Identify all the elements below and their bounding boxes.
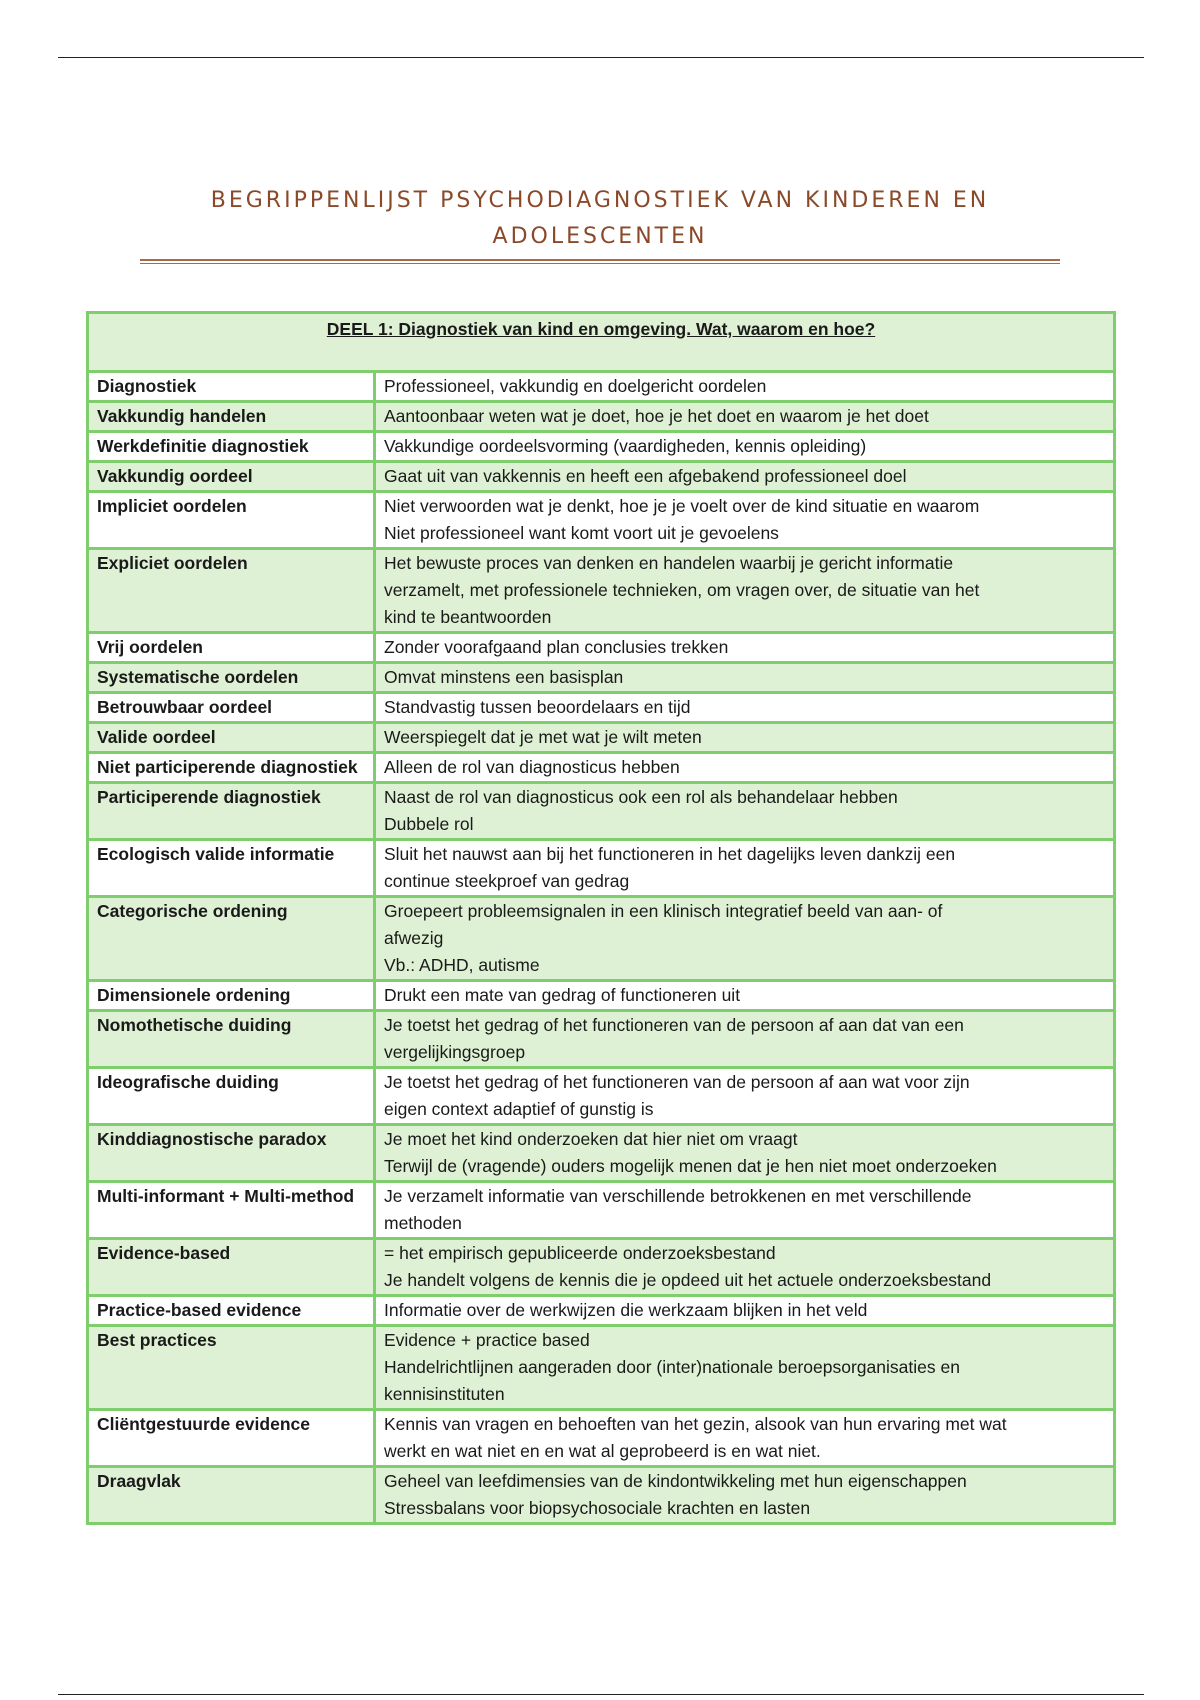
definition-line: kind te beantwoorden	[384, 607, 552, 627]
table-row	[88, 1125, 1115, 1182]
definition-line: Je toetst het gedrag of het functioneren van de persoon af aan wat voor zijn	[384, 1072, 970, 1092]
definition-cell	[375, 1182, 1115, 1239]
definition-line: werkt en wat niet en en wat al geprobeerd is en wat niet.	[384, 1441, 821, 1461]
definition-line: Evidence + practice based	[384, 1330, 590, 1350]
title-line-2: ADOLESCENTEN	[492, 224, 708, 249]
top-rule	[58, 57, 1144, 58]
title-line-1: BEGRIPPENLIJST PSYCHODIAGNOSTIEK VAN KINDEREN EN	[210, 188, 990, 213]
definition-line: Handelrichtlijnen aangeraden door (inter)nationale beroepsorganisaties en	[384, 1357, 960, 1377]
definition-line: Sluit het nauwst aan bij het functioneren in het dagelijks leven dankzij een	[384, 844, 956, 864]
term-cell: Kinddiagnostische paradox	[88, 1125, 375, 1182]
definition-line: Groepeert probleemsignalen in een klinisch integratief beeld van aan- of	[384, 901, 943, 921]
term-cell: Evidence-based	[88, 1239, 375, 1296]
definition-cell	[375, 753, 1115, 783]
table-row	[88, 1467, 1115, 1524]
definition-line: Alleen de rol van diagnosticus hebben	[384, 757, 680, 777]
term-cell: Betrouwbaar oordeel	[88, 693, 375, 723]
definition-line: Weerspiegelt dat je met wat je wilt meten	[384, 727, 702, 747]
definition-cell	[375, 1068, 1115, 1125]
term-cell: Draagvlak	[88, 1467, 375, 1524]
table-row	[88, 981, 1115, 1011]
term-cell: Ideografische duiding	[88, 1068, 375, 1125]
term-cell: Vakkundig handelen	[88, 402, 375, 432]
page-title	[140, 183, 1060, 255]
definition-cell	[375, 402, 1115, 432]
definition-line: Informatie over de werkwijzen die werkzaam blijken in het veld	[384, 1300, 868, 1320]
section-header	[88, 313, 1115, 372]
definition-cell	[375, 372, 1115, 402]
table-row	[88, 663, 1115, 693]
definition-line: continue steekproef van gedrag	[384, 871, 630, 891]
table-row	[88, 462, 1115, 492]
definition-line: verzamelt, met professionele technieken, om vragen over, de situatie van het	[384, 580, 980, 600]
term-cell: Systematische oordelen	[88, 663, 375, 693]
table-row	[88, 492, 1115, 549]
title-underline	[140, 259, 1060, 264]
term-cell: Vrij oordelen	[88, 633, 375, 663]
definition-cell	[375, 897, 1115, 981]
table-row	[88, 840, 1115, 897]
definition-cell	[375, 1125, 1115, 1182]
term-cell: Vakkundig oordeel	[88, 462, 375, 492]
definition-cell	[375, 981, 1115, 1011]
glossary-body	[88, 372, 1115, 1524]
term-cell: Ecologisch valide informatie	[88, 840, 375, 897]
definition-line: Vakkundige oordeelsvorming (vaardigheden, kennis opleiding)	[384, 436, 867, 456]
table-row	[88, 1182, 1115, 1239]
term-cell: Valide oordeel	[88, 723, 375, 753]
term-cell: Multi-informant + Multi-method	[88, 1182, 375, 1239]
table-row	[88, 633, 1115, 663]
definition-line: Zonder voorafgaand plan conclusies trekken	[384, 637, 729, 657]
definition-line: Professioneel, vakkundig en doelgericht oordelen	[384, 376, 767, 396]
definition-line: = het empirisch gepubliceerde onderzoeksbestand	[384, 1243, 776, 1263]
definition-line: Standvastig tussen beoordelaars en tijd	[384, 697, 691, 717]
definition-cell	[375, 840, 1115, 897]
definition-line: Omvat minstens een basisplan	[384, 667, 624, 687]
definition-line: Drukt een mate van gedrag of functioneren uit	[384, 985, 741, 1005]
definition-line: Geheel van leefdimensies van de kindontwikkeling met hun eigenschappen	[384, 1471, 967, 1491]
definition-cell	[375, 1011, 1115, 1068]
table-row	[88, 1410, 1115, 1467]
term-cell: Werkdefinitie diagnostiek	[88, 432, 375, 462]
term-cell: Impliciet oordelen	[88, 492, 375, 549]
definition-line: afwezig	[384, 928, 444, 948]
table-row	[88, 897, 1115, 981]
definition-line: Je handelt volgens de kennis die je opdeed uit het actuele onderzoeksbestand	[384, 1270, 992, 1290]
bottom-rule	[58, 1694, 1144, 1695]
definition-cell	[375, 432, 1115, 462]
term-cell: Nomothetische duiding	[88, 1011, 375, 1068]
definition-cell	[375, 1467, 1115, 1524]
definition-line: Je moet het kind onderzoeken dat hier niet om vraagt	[384, 1129, 798, 1149]
definition-line: Vb.: ADHD, autisme	[384, 955, 540, 975]
definition-line: Kennis van vragen en behoeften van het gezin, alsook van hun ervaring met wat	[384, 1414, 1007, 1434]
table-row	[88, 723, 1115, 753]
section-header-label: DEEL 1: Diagnostiek van kind en omgeving. Wat, waarom en hoe?	[326, 319, 876, 339]
definition-line: Dubbele rol	[384, 814, 474, 834]
definition-line: Aantoonbaar weten wat je doet, hoe je het doet en waarom je het doet	[384, 406, 929, 426]
term-cell: Cliëntgestuurde evidence	[88, 1410, 375, 1467]
definition-line: Niet professioneel want komt voort uit je gevoelens	[384, 523, 779, 543]
definition-line: vergelijkingsgroep	[384, 1042, 526, 1062]
term-cell: Best practices	[88, 1326, 375, 1410]
definition-cell	[375, 492, 1115, 549]
definition-line: Stressbalans voor biopsychosociale krachten en lasten	[384, 1498, 811, 1518]
table-row	[88, 1011, 1115, 1068]
term-cell: Diagnostiek	[88, 372, 375, 402]
definition-cell	[375, 663, 1115, 693]
table-row	[88, 1296, 1115, 1326]
definition-line: Naast de rol van diagnosticus ook een rol als behandelaar hebben	[384, 787, 898, 807]
table-row	[88, 1326, 1115, 1410]
definition-cell	[375, 1296, 1115, 1326]
term-cell: Categorische ordening	[88, 897, 375, 981]
glossary-table	[86, 311, 1116, 1525]
definition-line: Je toetst het gedrag of het functioneren van de persoon af aan dat van een	[384, 1015, 964, 1035]
definition-line: kennisinstituten	[384, 1384, 505, 1404]
term-cell: Expliciet oordelen	[88, 549, 375, 633]
definition-cell	[375, 462, 1115, 492]
table-row	[88, 1068, 1115, 1125]
definition-cell	[375, 783, 1115, 840]
definition-line: methoden	[384, 1213, 462, 1233]
term-cell: Participerende diagnostiek	[88, 783, 375, 840]
table-row	[88, 402, 1115, 432]
definition-line: Je verzamelt informatie van verschillende betrokkenen en met verschillende	[384, 1186, 972, 1206]
definition-line: eigen context adaptief of gunstig is	[384, 1099, 654, 1119]
definition-cell	[375, 633, 1115, 663]
definition-line: Het bewuste proces van denken en handelen waarbij je gericht informatie	[384, 553, 954, 573]
table-row	[88, 693, 1115, 723]
term-cell: Niet participerende diagnostiek	[88, 753, 375, 783]
table-row	[88, 1239, 1115, 1296]
table-row	[88, 753, 1115, 783]
definition-cell	[375, 693, 1115, 723]
definition-cell	[375, 1410, 1115, 1467]
definition-line: Terwijl de (vragende) ouders mogelijk menen dat je hen niet moet onderzoeken	[384, 1156, 997, 1176]
definition-cell	[375, 549, 1115, 633]
table-row	[88, 549, 1115, 633]
definition-cell	[375, 1326, 1115, 1410]
definition-cell	[375, 723, 1115, 753]
table-row	[88, 783, 1115, 840]
definition-line: Niet verwoorden wat je denkt, hoe je je voelt over de kind situatie en waarom	[384, 496, 980, 516]
definition-line: Gaat uit van vakkennis en heeft een afgebakend professioneel doel	[384, 466, 907, 486]
term-cell: Practice-based evidence	[88, 1296, 375, 1326]
table-row	[88, 432, 1115, 462]
table-row	[88, 372, 1115, 402]
term-cell: Dimensionele ordening	[88, 981, 375, 1011]
definition-cell	[375, 1239, 1115, 1296]
